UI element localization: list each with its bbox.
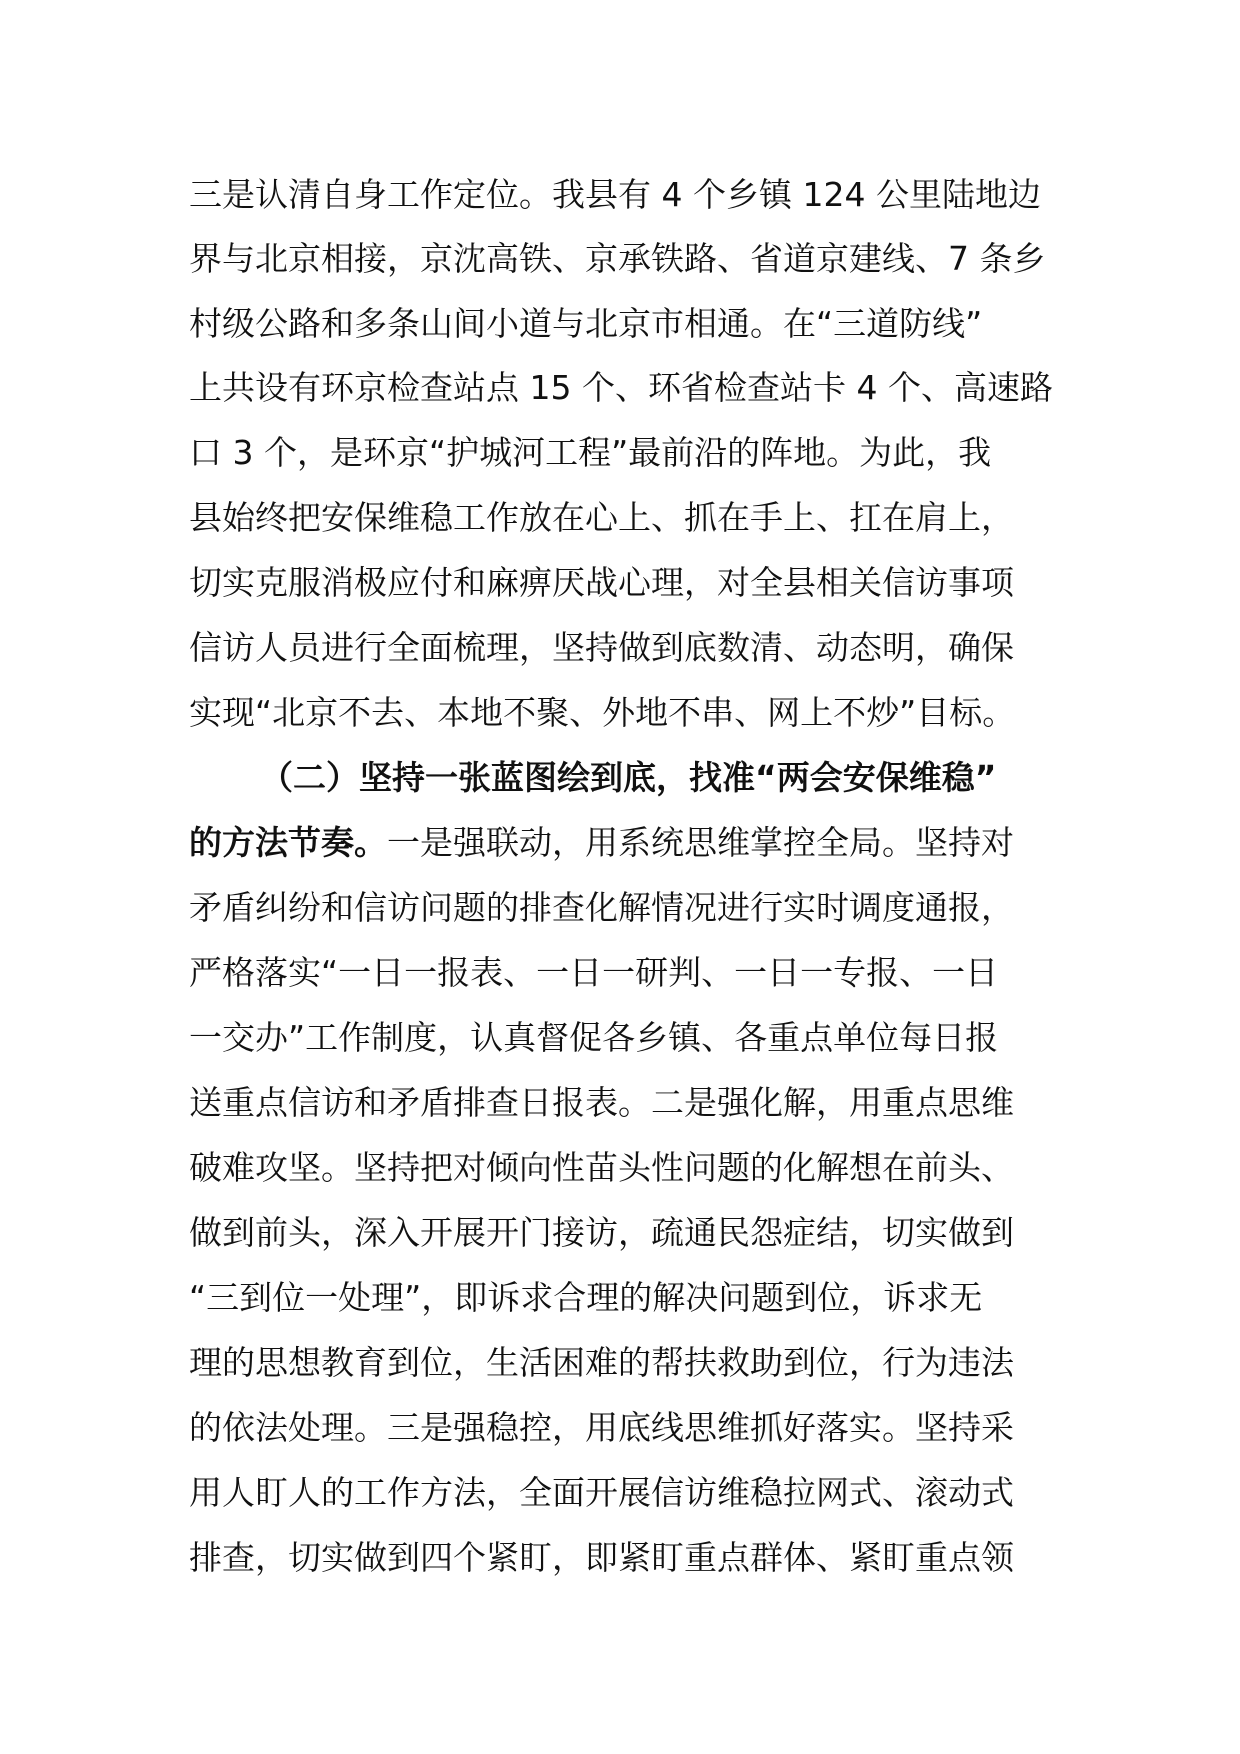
body-line-13: 严格落实“一日一报表、一日一研判、一日一专报、一日: [189, 953, 999, 992]
heading-continuation-line: [189, 811, 1059, 875]
body-line-4: 上共设有环京检查站点 15 个、环省检查站卡 4 个、高速路: [189, 368, 1053, 407]
body-line-14: 一交办”工作制度，认真督促各乡镇、各重点单位每日报: [189, 1018, 999, 1057]
body-line-19: 理的思想教育到位，生活困难的帮扶救助到位，行为违法: [189, 1343, 1014, 1382]
section-heading: （二）坚持一张蓝图绘到底，找准“两会安保维稳”: [260, 758, 997, 797]
body-line-18: “三到位一处理”，即诉求合理的解决问题到位，诉求无: [189, 1278, 983, 1317]
body-line-20: 的依法处理。三是强稳控，用底线思维抓好落实。坚持采: [189, 1408, 1014, 1447]
body-line-9: 实现“北京不去、本地不聚、外地不串、网上不炒”目标。: [189, 693, 1016, 732]
body-line-2: 界与北京相接，京沈高铁、京承铁路、省道京建线、7 条乡: [189, 239, 1046, 278]
section-heading-tail: 的方法节奏。: [189, 823, 387, 862]
body-line-1: 三是认清自身工作定位。我县有 4 个乡镇 124 公里陆地边: [189, 175, 1041, 214]
body-line-8: 信访人员进行全面梳理，坚持做到底数清、动态明，确保: [189, 628, 1014, 667]
body-line-11: 一是强联动，用系统思维掌控全局。坚持对: [387, 823, 1014, 862]
body-line-21: 用人盯人的工作方法，全面开展信访维稳拉网式、滚动式: [189, 1473, 1014, 1512]
body-line-17: 做到前头，深入开展开门接访，疏通民怨症结，切实做到: [189, 1213, 1014, 1252]
body-line-5: 口 3 个，是环京“护城河工程”最前沿的阵地。为此，我: [189, 433, 992, 472]
body-line-7: 切实克服消极应付和麻痹厌战心理，对全县相关信访事项: [189, 563, 1014, 602]
body-line-22: 排查，切实做到四个紧盯，即紧盯重点群体、紧盯重点领: [189, 1538, 1014, 1577]
body-line-16: 破难攻坚。坚持把对倾向性苗头性问题的化解想在前头、: [189, 1148, 1014, 1187]
body-line-12: 矛盾纠纷和信访问题的排查化解情况进行实时调度通报，: [189, 888, 1014, 927]
body-line-6: 县始终把安保维稳工作放在心上、抓在手上、扛在肩上，: [189, 498, 1014, 537]
body-line-3: 村级公路和多条山间小道与北京市相通。在“三道防线”: [189, 304, 983, 343]
body-line-15: 送重点信访和矛盾排查日报表。二是强化解，用重点思维: [189, 1083, 1014, 1122]
